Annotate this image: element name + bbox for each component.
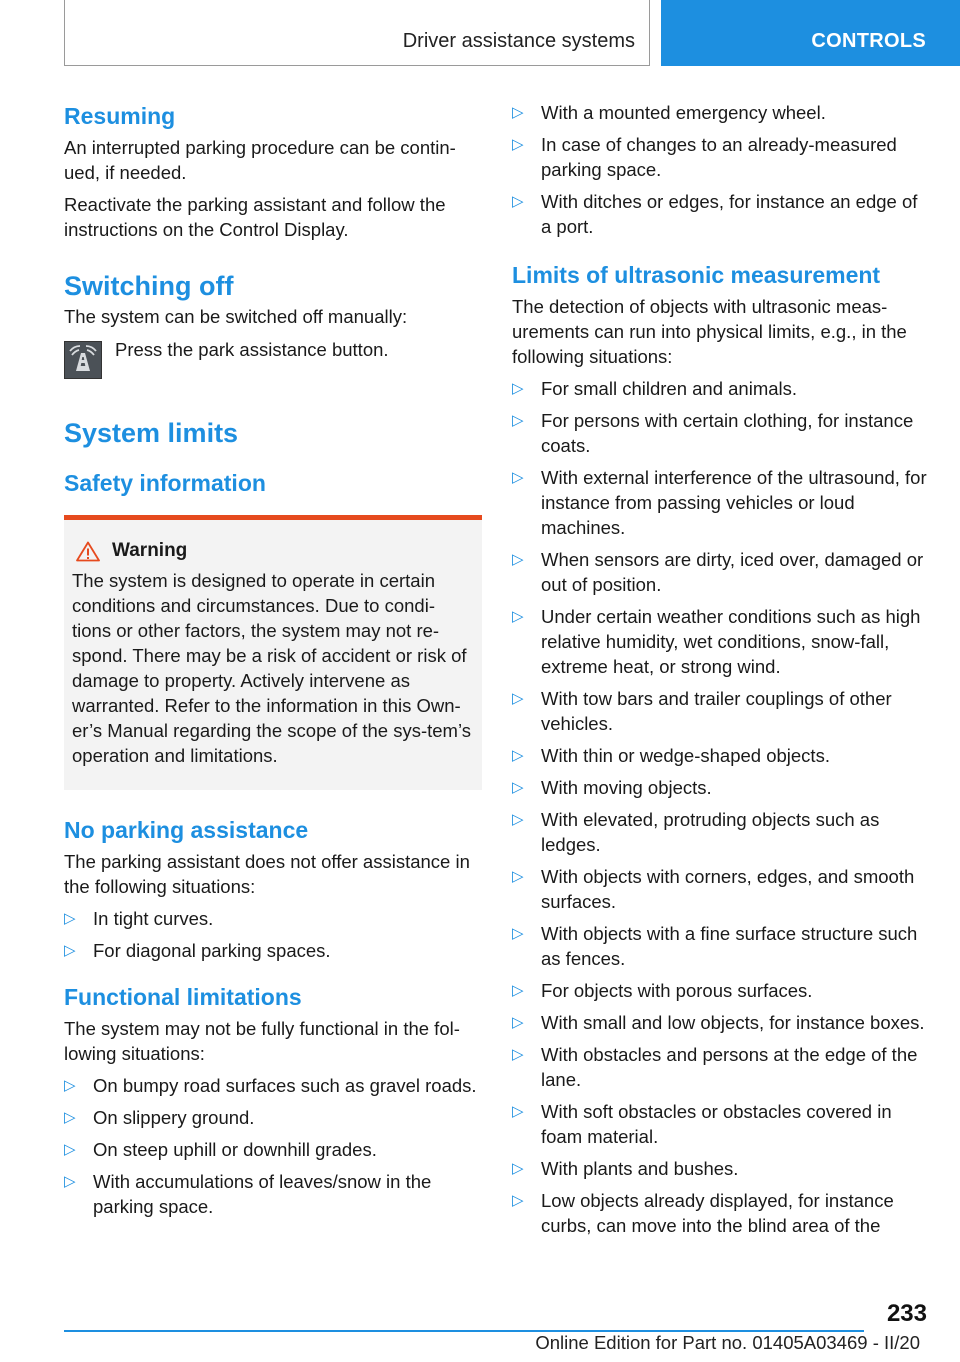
bullet-triangle-icon: ▷ <box>512 1160 524 1177</box>
bullet-triangle-icon: ▷ <box>512 747 524 764</box>
list-item: ▷ On steep uphill or downhill grades. <box>64 1139 377 1160</box>
list-item: ▷ With tow bars and trailer couplings of other vehicles. <box>512 688 892 734</box>
warning-title: Warning <box>112 540 188 561</box>
safety-information-heading: Safety information <box>64 470 266 496</box>
list-item: ▷ With thin or wedge-shaped objects. <box>512 745 830 766</box>
ultrasonic-limits-intro: The detection of objects with ultrasonic meas‐urements can run into physical limits, e.g., in the following situations: <box>512 296 907 367</box>
list-item: ▷ With a mounted emergency wheel. <box>512 102 826 123</box>
warning-text: The system is designed to operate in certain conditions and circumstances. Due to condi‐tions or other factors, the system may not re‐spond. There may be a risk of accident or risk of damage to property. Actively intervene as warranted. Refer to the information in this Own‐er’s Manual regarding the scope of the sys‐tem’s operation and limitations. <box>72 570 471 766</box>
bullet-triangle-icon: ▷ <box>512 380 524 397</box>
park-assist-instruction <box>64 337 482 379</box>
bullet-triangle-icon: ▷ <box>512 925 524 942</box>
list-item: ▷ With accumulations of leaves/snow in the parking space. <box>64 1171 432 1217</box>
header-section-box <box>64 0 650 66</box>
list-item: ▷ On bumpy road surfaces such as gravel roads. <box>64 1075 477 1096</box>
bullet-triangle-icon: ▷ <box>512 412 524 429</box>
list-item: ▷ With elevated, protruding objects such as ledges. <box>512 809 880 855</box>
bullet-triangle-icon: ▷ <box>64 910 76 927</box>
bullet-triangle-icon: ▷ <box>512 868 524 885</box>
no-parking-assistance-intro: The parking assistant does not offer assistance in the following situations: <box>64 851 470 897</box>
switching-off-paragraph: The system can be switched off manually: <box>64 306 408 327</box>
bullet-triangle-icon: ▷ <box>64 1109 76 1126</box>
list-item: ▷ Low objects already displayed, for instance curbs, can move into the blind area of the <box>512 1190 894 1236</box>
resuming-heading: Resuming <box>64 103 176 129</box>
header-chapter-title: CONTROLS <box>811 30 926 52</box>
resuming-paragraph-1: An interrupted parking procedure can be contin‐ued, if needed. <box>64 137 456 183</box>
bullet-triangle-icon: ▷ <box>512 608 524 625</box>
list-item: ▷ With objects with corners, edges, and smooth surfaces. <box>512 866 915 912</box>
bullet-triangle-icon: ▷ <box>512 136 524 153</box>
list-item: ▷ With obstacles and persons at the edge of the lane. <box>512 1044 918 1090</box>
list-item: ▷ With objects with a fine surface structure such as fences. <box>512 923 918 969</box>
park-assist-instruction-text: Press the park assistance button. <box>115 339 389 360</box>
bullet-triangle-icon: ▷ <box>512 1014 524 1031</box>
bullet-triangle-icon: ▷ <box>512 779 524 796</box>
page-number: 233 <box>886 1300 927 1327</box>
right-column <box>512 100 930 1245</box>
list-item: ▷ With plants and bushes. <box>512 1158 739 1179</box>
left-column <box>64 102 482 1226</box>
warning-box <box>64 515 482 790</box>
bullet-triangle-icon: ▷ <box>512 104 524 121</box>
park-assist-icon <box>64 341 102 379</box>
list-item: ▷ For small children and animals. <box>512 378 798 399</box>
functional-limitations-heading: Functional limitations <box>64 984 302 1010</box>
bullet-triangle-icon: ▷ <box>512 1046 524 1063</box>
no-parking-assistance-heading: No parking assistance <box>64 817 309 843</box>
bullet-triangle-icon: ▷ <box>64 1173 76 1190</box>
list-item: ▷ For persons with certain clothing, for instance coats. <box>512 410 914 456</box>
bullet-triangle-icon: ▷ <box>512 1192 524 1209</box>
list-item: ▷ With ditches or edges, for instance an edge of a port. <box>512 191 918 237</box>
list-item: ▷ When sensors are dirty, iced over, damaged or out of position. <box>512 549 924 595</box>
no-parking-assistance-list <box>64 906 482 963</box>
bullet-triangle-icon: ▷ <box>64 942 76 959</box>
warning-title-row <box>72 540 474 562</box>
bullet-triangle-icon: ▷ <box>512 193 524 210</box>
list-item: ▷ With small and low objects, for instance boxes. <box>512 1012 925 1033</box>
bullet-triangle-icon: ▷ <box>512 690 524 707</box>
bullet-triangle-icon: ▷ <box>512 1103 524 1120</box>
bullet-triangle-icon: ▷ <box>512 551 524 568</box>
list-item: ▷ With soft obstacles or obstacles covered in foam material. <box>512 1101 892 1147</box>
list-item: ▷ On slippery ground. <box>64 1107 255 1128</box>
list-item: ▷ Under certain weather conditions such as high relative humidity, wet conditions, snow‐fall, extreme heat, or strong wind. <box>512 606 921 677</box>
ultrasonic-limits-list <box>512 376 930 1238</box>
bullet-triangle-icon: ▷ <box>64 1077 76 1094</box>
system-limits-heading: System limits <box>64 418 239 448</box>
bullet-triangle-icon: ▷ <box>512 982 524 999</box>
list-item: ▷ With moving objects. <box>512 777 712 798</box>
switching-off-heading: Switching off <box>64 271 234 301</box>
functional-limitations-intro: The system may not be fully functional in the fol‐lowing situations: <box>64 1018 460 1064</box>
warning-triangle-icon <box>76 541 100 562</box>
ultrasonic-limits-heading: Limits of ultrasonic measurement <box>512 262 881 288</box>
header-chapter-tab <box>661 0 960 66</box>
list-item: ▷ In case of changes to an already-measured parking space. <box>512 134 897 180</box>
header-section-title: Driver assistance systems <box>402 30 635 52</box>
footer-edition: Online Edition for Part no. 01405A03469 - II/20 <box>535 1332 920 1353</box>
list-item: ▷ With external interference of the ultrasound, for instance from passing vehicles or loud machines. <box>512 467 927 538</box>
bullet-triangle-icon: ▷ <box>512 811 524 828</box>
resuming-paragraph-2: Reactivate the parking assistant and follow the instructions on the Control Display. <box>64 194 446 240</box>
list-item: ▷ In tight curves. <box>64 908 214 929</box>
functional-limitations-list <box>64 1073 482 1219</box>
bullet-triangle-icon: ▷ <box>64 1141 76 1158</box>
list-item: ▷ For diagonal parking spaces. <box>64 940 331 961</box>
continued-list <box>512 100 930 239</box>
list-item: ▷ For objects with porous surfaces. <box>512 980 813 1001</box>
bullet-triangle-icon: ▷ <box>512 469 524 486</box>
